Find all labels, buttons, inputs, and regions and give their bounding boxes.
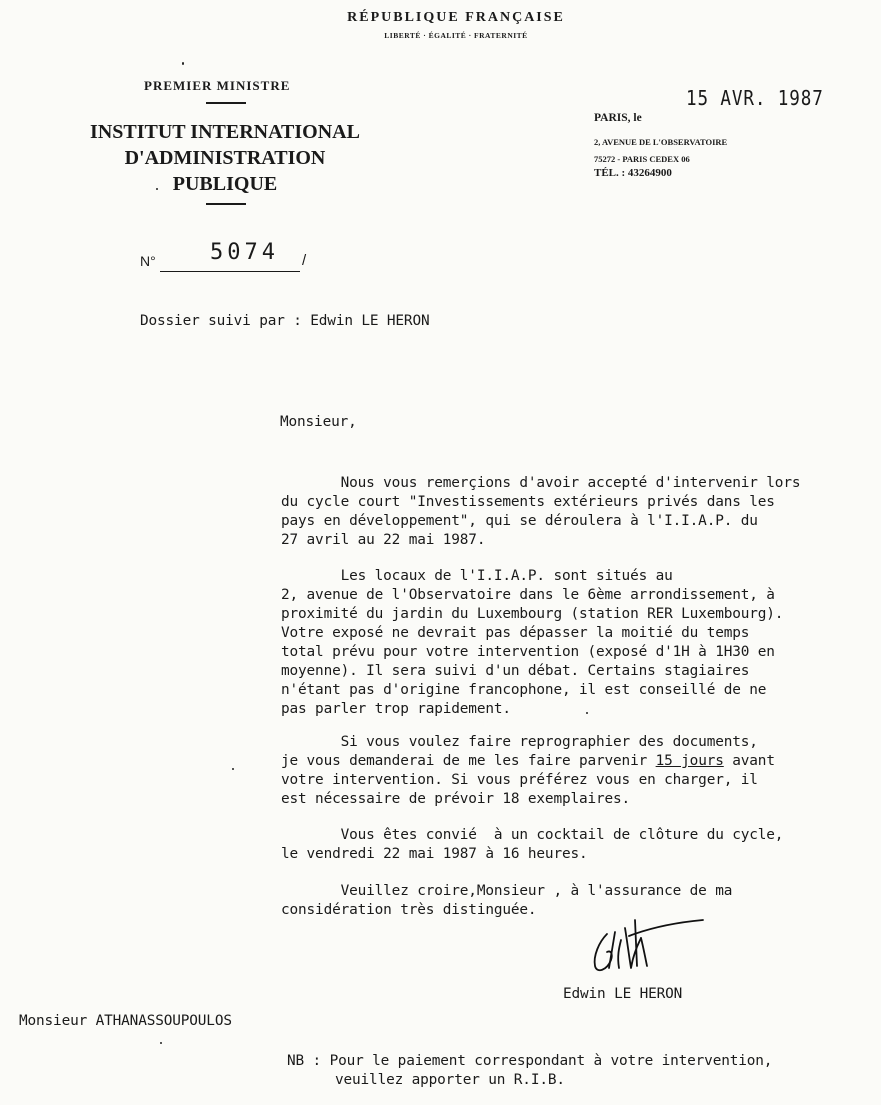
institute-line: INSTITUT INTERNATIONAL xyxy=(90,121,360,143)
paragraph-line: 27 avril au 22 mai 1987. xyxy=(281,532,486,548)
dossier-label: Dossier suivi par : xyxy=(140,313,302,329)
paragraph-line: votre intervention. Si vous préférez vous en charger, il xyxy=(281,772,758,788)
letter-paragraph xyxy=(281,883,841,921)
underlined-deadline: 15 jours xyxy=(655,753,724,769)
paragraph-line: considération très distinguée. xyxy=(281,902,537,918)
paragraph-line: Votre exposé ne devrait pas dépasser la moitié du temps xyxy=(281,625,750,641)
dossier-name: Edwin LE HERON xyxy=(310,313,430,329)
paragraph-line: le vendredi 22 mai 1987 à 16 heures. xyxy=(281,846,588,862)
scan-speck xyxy=(160,1042,162,1044)
institute-line: PUBLIQUE xyxy=(172,173,278,195)
nb-note-line: veuillez apporter un R.I.B. xyxy=(335,1072,565,1088)
reference-number: 5074 xyxy=(210,240,279,265)
reference-label: N° xyxy=(140,253,156,269)
republic-heading: RÉPUBLIQUE FRANÇAISE xyxy=(347,10,565,25)
paragraph-line: moyenne). Il sera suivi d'un débat. Certains stagiaires xyxy=(281,663,750,679)
institute-line: D'ADMINISTRATION xyxy=(124,147,326,169)
ministry-heading: PREMIER MINISTRE xyxy=(144,78,291,93)
recipient-name: Monsieur ATHANASSOUPOULOS xyxy=(19,1013,232,1029)
place-label: PARIS, le xyxy=(594,112,642,124)
paragraph-line: Veuillez croire,Monsieur , à l'assurance de ma xyxy=(281,883,733,899)
institute-divider xyxy=(206,203,246,205)
paragraph-line: Les locaux de l'I.I.A.P. sont situés au xyxy=(281,568,673,584)
scan-speck xyxy=(232,768,234,770)
paragraph-line: Si vous voulez faire reprographier des documents, xyxy=(281,734,758,750)
paragraph-line: proximité du jardin du Luxembourg (station RER Luxembourg). xyxy=(281,606,784,622)
scan-speck xyxy=(586,712,588,714)
letter-paragraph xyxy=(281,827,841,865)
paragraph-line-text: avant xyxy=(723,753,775,769)
reference-slash: / xyxy=(302,252,307,269)
address-line: 2, AVENUE DE L'OBSERVATOIRE xyxy=(594,137,728,147)
paragraph-line: pas parler trop rapidement. xyxy=(281,701,511,717)
institute-name xyxy=(70,119,380,197)
nb-note-line: NB : Pour le paiement correspondant à votre intervention, xyxy=(287,1053,773,1069)
paragraph-line: total prévu pour votre intervention (exposé d'1H à 1H30 en xyxy=(281,644,775,660)
letter-paragraph xyxy=(281,568,841,720)
handwritten-signature xyxy=(585,912,705,982)
paragraph-line: du cycle court "Investissements extérieurs privés dans les xyxy=(281,494,775,510)
paragraph-line: Vous êtes convié à un cocktail de clôture du cycle, xyxy=(281,827,784,843)
paragraph-line: est nécessaire de prévoir 18 exemplaires. xyxy=(281,791,631,807)
republic-motto: LIBERTÉ · ÉGALITÉ · FRATERNITÉ xyxy=(384,31,528,40)
paragraph-line: n'étant pas d'origine francophone, il est conseillé de ne xyxy=(281,682,767,698)
signatory-name: Edwin LE HERON xyxy=(563,986,683,1002)
address-line: 75272 - PARIS CEDEX 06 xyxy=(594,154,690,164)
scan-speck xyxy=(156,188,158,190)
letter-date-stamp: 15 AVR. 1987 xyxy=(686,86,824,110)
paragraph-line-text: je vous demanderai de me les faire parvenir xyxy=(281,753,656,769)
telephone: TÉL. : 43264900 xyxy=(594,167,672,179)
dossier-line xyxy=(140,313,429,329)
letter-paragraph xyxy=(281,734,841,810)
heading-divider xyxy=(206,102,246,104)
paragraph-line: 2, avenue de l'Observatoire dans le 6ème arrondissement, à xyxy=(281,587,775,603)
paragraph-line xyxy=(281,753,841,772)
scan-speck xyxy=(182,62,184,65)
paragraph-line: pays en développement", qui se déroulera à l'I.I.A.P. du xyxy=(281,513,758,529)
reference-underline xyxy=(160,271,300,272)
paragraph-line: Nous vous remerçions d'avoir accepté d'intervenir lors xyxy=(281,475,801,491)
letter-paragraph xyxy=(281,475,841,551)
salutation: Monsieur, xyxy=(280,414,357,430)
